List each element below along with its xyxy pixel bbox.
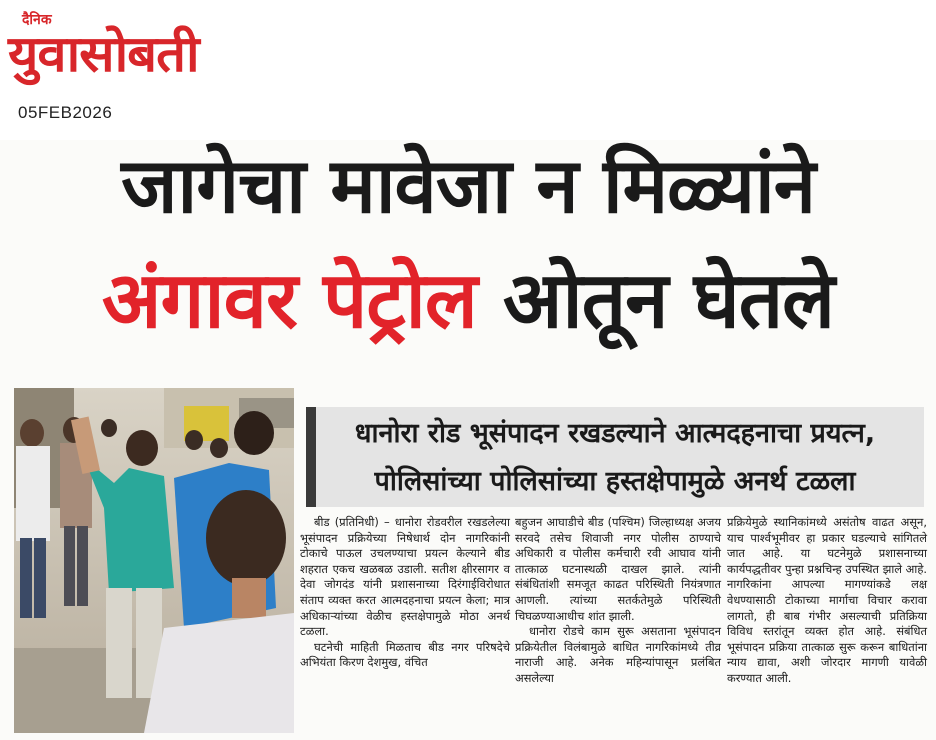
article-column-1 (300, 515, 510, 671)
headline-line-2 (8, 256, 928, 346)
headline-line-1: जागेचा मावेजा न मिळ्यांने (121, 141, 815, 230)
article-paragraph: धानोरा रोडचे काम सुरू असताना भूसंपादन प्रक्रियेतील विलंबामुळे बाधित नागरिकांमध्ये तीव्र नाराजी आहे. अनेक महिन्यांपासून प्रलंबित असलेल्या (515, 624, 721, 685)
article-paragraph: प्रक्रियेमुळे स्थानिकांमध्ये असंतोष वाढत असून, याच पार्श्वभूमीवर हा प्रकार घडल्याचे सांगितले जात आहे. या घटनेमुळे प्रशासनाच्या कार्यपद्धतीवर पुन्हा प्रश्नचिन्ह उपस्थित झाले आहे. नागरिकांना आपल्या मागण्यांकडे लक्ष वेधण्यासाठी टोकाच्या मार्गाचा विचार करावा लागतो, ही बाब गंभीर असल्याची प्रतिक्रिया विविध स्तरांतून व्यक्त होत आहे. संबंधित भूसंपादन प्रक्रिया तात्काळ सुरू करून बाधितांना न्याय द्यावा, अशी जोरदार मागणी यावेळी करण्यात आली. (727, 515, 927, 685)
masthead-tag: दैनिक (22, 12, 52, 28)
publication-date: 05FEB2026 (18, 103, 113, 122)
newspaper-logo: युवासोबती (8, 25, 199, 83)
news-photo (14, 388, 294, 733)
article-column-3 (727, 515, 927, 687)
article-paragraph: घटनेची माहिती मिळताच बीड नगर परिषदेचे अभियंता किरण देशमुख, वंचित (300, 639, 510, 670)
subheadline-line-1: धानोरा रोड भूसंपादन रखडल्याने आत्मदहनाचा प्रयत्न, (354, 418, 876, 449)
article-column-2 (515, 515, 721, 687)
article-paragraph: बीड (प्रतिनिधी) – धानोरा रोडवरील रखडलेल्या भूसंपादन प्रक्रियेच्या निषेधार्थ दोन नागरिकांनी टोकाचे पाऊल उचलण्याचा प्रयत्न केल्याने बीड शहरात एकच खळबळ उडाली. सतीश क्षीरसागर व देवा जोगदंड यांनी प्रशासनाच्या दिरंगाईविरोधात संताप व्यक्त करत आत्मदहनाचा प्रयत्न केला; मात्र अधिकाऱ्यांच्या वेळीच हस्तक्षेपामुळे मोठा अनर्थ टळला. (300, 515, 510, 639)
headline-red-part: अंगावर पेट्रोल (101, 256, 477, 346)
subheadline-line-2: पोलिसांच्या पोलिसांच्या हस्तक्षेपामुळे अनर्थ टळला (374, 466, 856, 497)
headline-black-part: ओतून घेतले (502, 256, 835, 346)
article-paragraph: बहुजन आघाडीचे बीड (पश्चिम) जिल्हाध्यक्ष अजय सरवदे तसेच शिवाजी नगर पोलीस ठाण्याचे अधिकारी व पोलीस कर्मचारी रवी आघाव यांनी तात्काळ घटनास्थळी दाखल झाले. त्यांनी संबंधितांशी समजूत काढत परिस्थिती नियंत्रणात आणली. त्यांच्या सतर्कतेमुळे परिस्थिती चिघळण्याआधीच शांत झाली. (515, 515, 721, 623)
masthead (0, 0, 936, 135)
